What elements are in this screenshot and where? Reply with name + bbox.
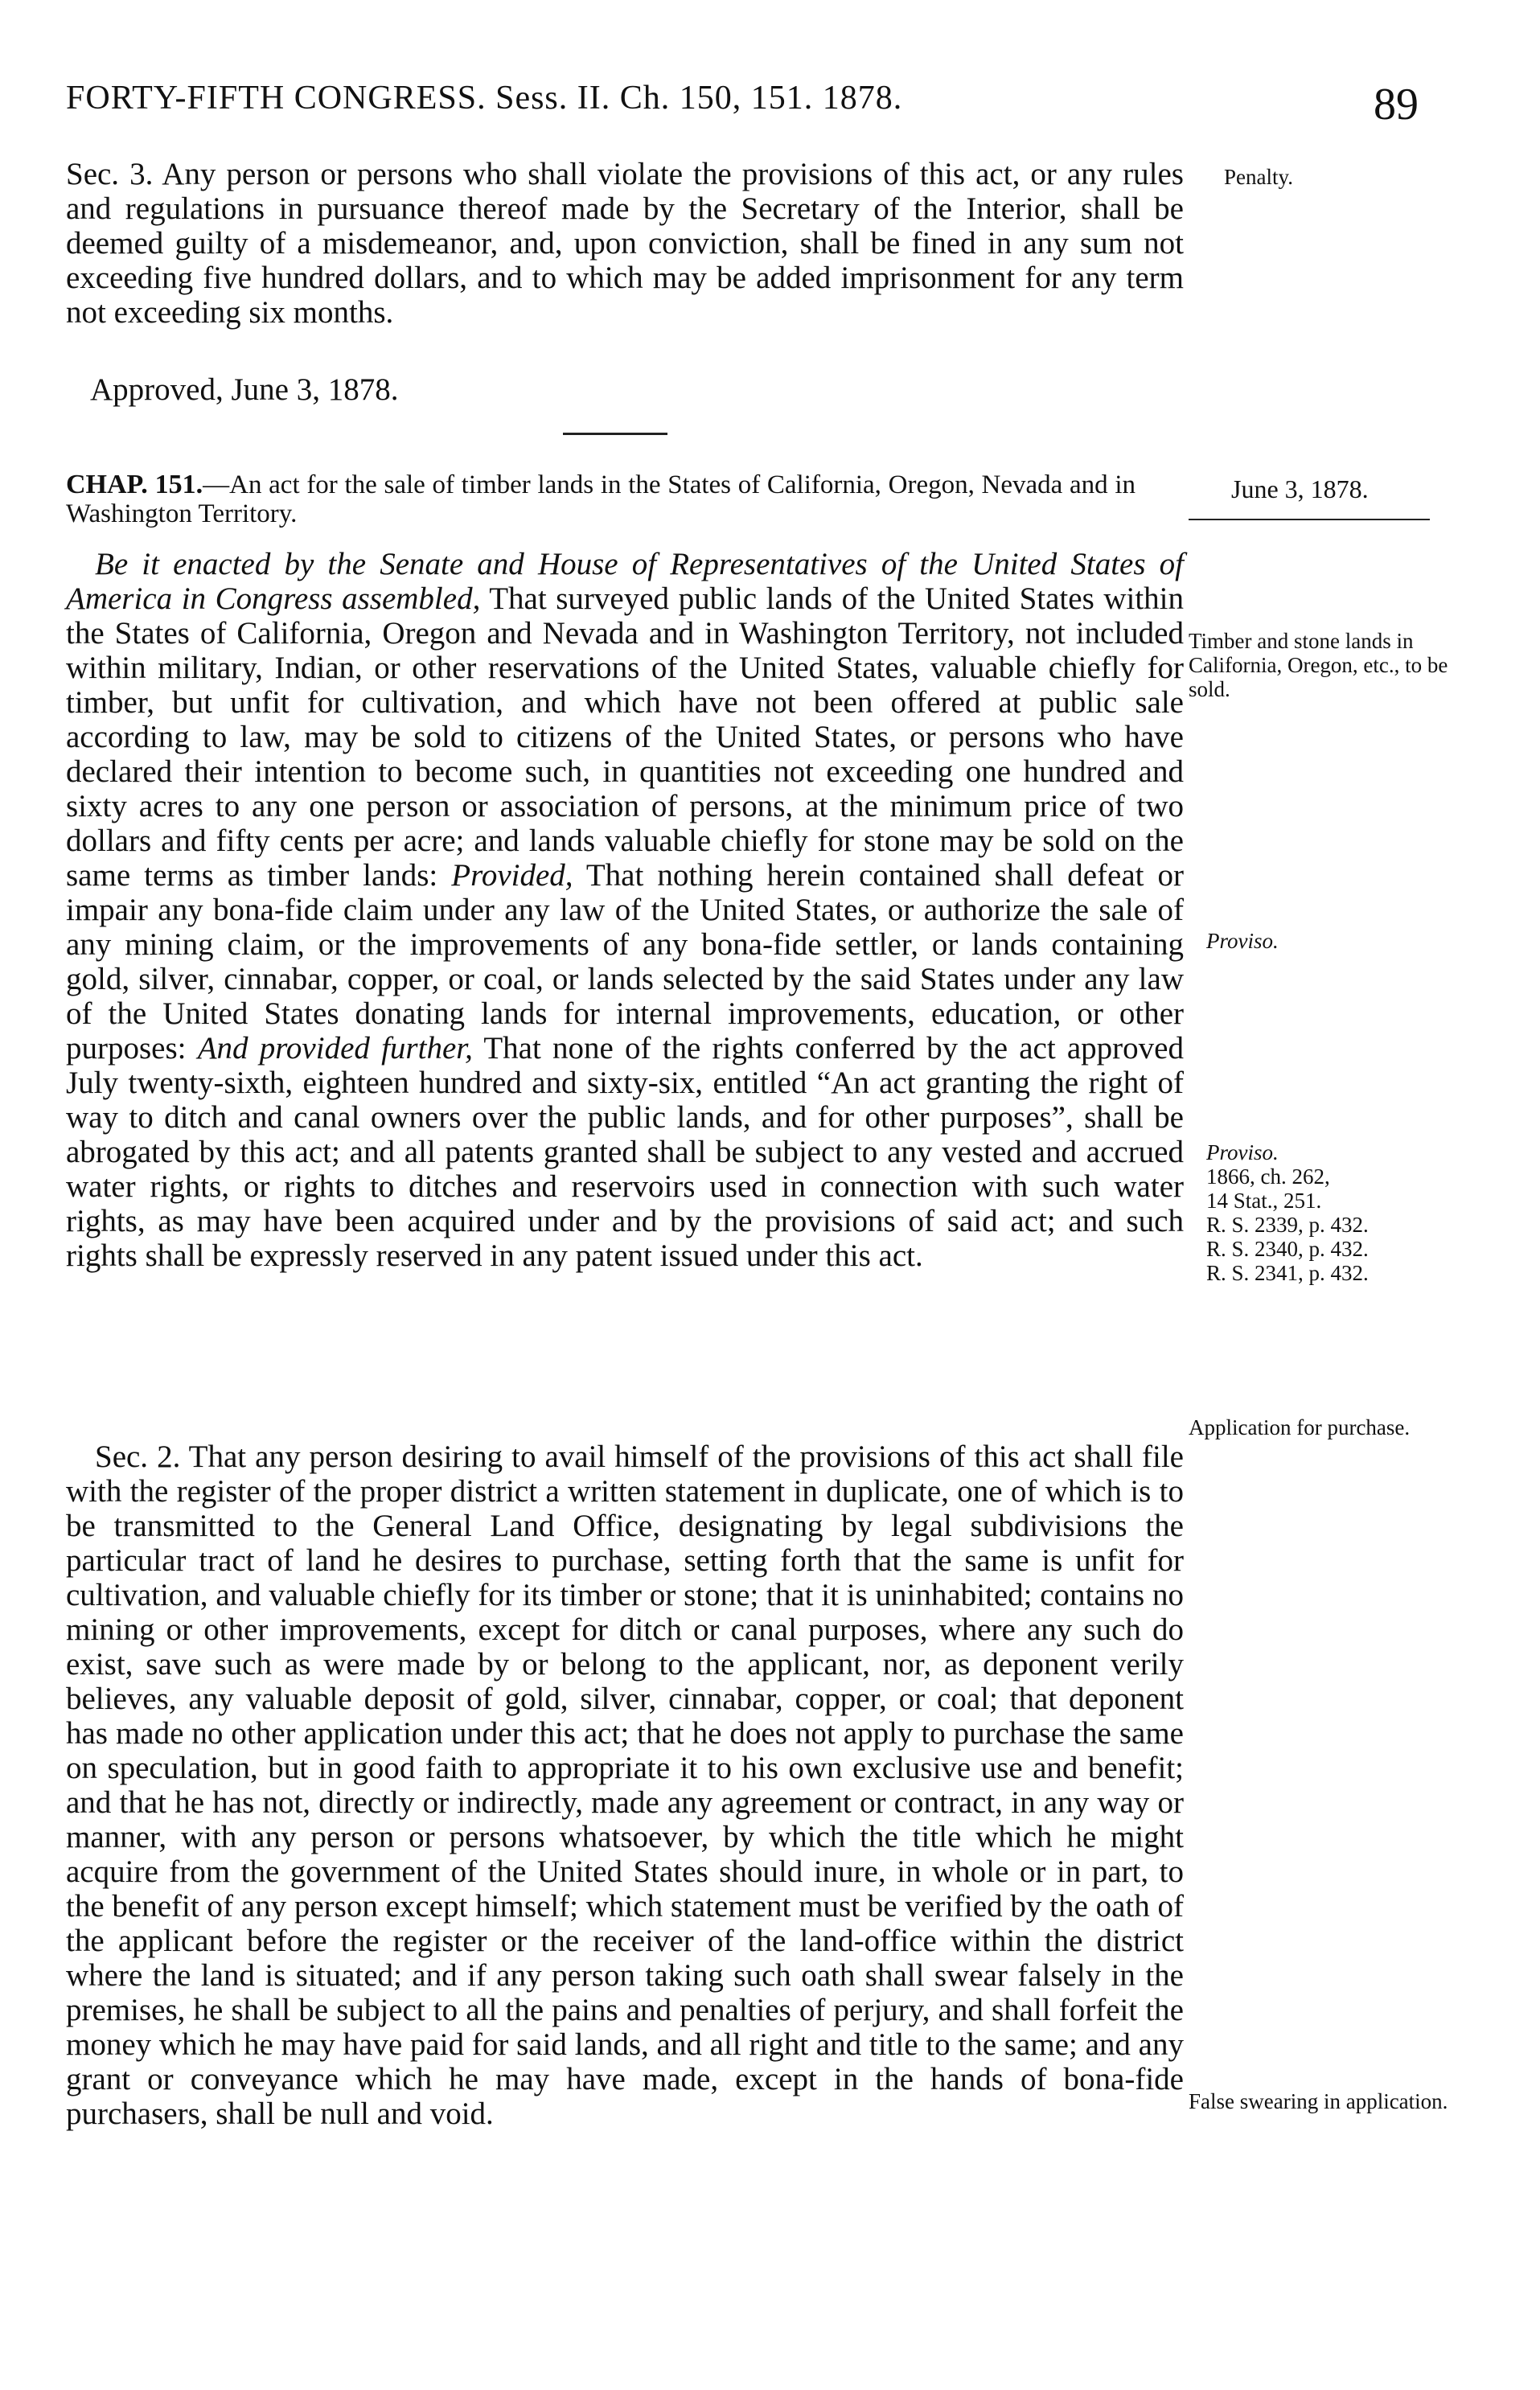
margin-note-penalty: Penalty. (1224, 165, 1293, 189)
section-1-text-a: That surveyed public lands of the United States within the States of California, Oregon and Nevada and in Washington Territory, not included within military, Indian, or other reservations of the United States, valuable chiefly for timber, but unfit for cultivation, and which have not been offered at public sale according to law, may be sold to citizens of the United States, or persons who have declared their intention to become such, in quantities not exceeding one hundred and sixty acres to any one person or association of persons, at the minimum price of two dollars and fifty cents per acre; and lands valuable chiefly for stone may be sold on the same terms as timber lands: (66, 581, 1184, 893)
section-divider (563, 433, 667, 435)
provided-word: Provided, (451, 858, 573, 893)
chapter-label: CHAP. 151. (66, 470, 203, 499)
section-3-paragraph: Sec. 3. Any person or persons who shall violate the provisions of this act, or any rules and regulations in pursuance thereof made by the Secretary of the Interior, shall be deemed guilty of a misdemeanor, and, upon conviction, shall be fined in any sum not exceeding five hundred dollars, and to which may be added imprisonment for any term not exceeding six months. (66, 157, 1184, 330)
chapter-date: June 3, 1878. (1231, 474, 1369, 503)
running-head: FORTY-FIFTH CONGRESS. Sess. II. Ch. 150, 151. 1878. (66, 80, 903, 117)
chapter-title: —An act for the sale of timber lands in the States of California, Oregon, Nevada and in Washington Territory. (66, 470, 1135, 528)
approval-line: Approved, June 3, 1878. (90, 372, 399, 407)
margin-note-proviso-2 (1206, 1140, 1369, 1285)
statute-ref: R. S. 2340, p. 432. (1206, 1237, 1369, 1261)
page-number: 89 (1374, 80, 1419, 129)
chapter-heading (66, 470, 1135, 528)
statute-ref: 14 Stat., 251. (1206, 1189, 1322, 1213)
section-1-text-c: That none of the rights conferred by the act approved July twenty-sixth, eighteen hundred and sixty-six, entitled “An act granting the right of way to ditch and canal owners over the public lands, and for other purposes”, shall be abrogated by this act; and all patents granted shall be subject to any vested and accrued water rights, or rights to ditches and reservoirs used in connection with such water rights, as may have been acquired under and by the provisions of said act; and such rights shall be expressly reserved in any patent issued under this act. (66, 1031, 1184, 1273)
statute-ref: 1866, ch. 262, (1206, 1164, 1330, 1189)
proviso-2-label: Proviso. (1206, 1140, 1279, 1164)
margin-note-proviso-1: Proviso. (1206, 929, 1279, 953)
section-2-paragraph: Sec. 2. That any person desiring to avail himself of the provisions of this act shall file with the register of the proper district a written statement in duplicate, one of which is to be transmitted to the General Land Office, designating by legal subdivisions the particular tract of land he desires to purchase, setting forth that the same is unfit for cultivation, and valuable chiefly for its timber or stone; that it is uninhabited; contains no mining or other improvements, except for ditch or canal purposes, where any such do exist, save such as were made by or belong to the applicant, nor, as deponent verily believes, any valuable deposit of gold, silver, cinnabar, copper, or coal; that deponent has made no other application under this act; that he does not apply to purchase the same on speculation, but in good faith to appropriate it to his own exclusive use and benefit; and that he has not, directly or indirectly, made any agreement or contract, in any way or manner, with any person or persons whatsoever, by which the title which he might acquire from the government of the United States should inure, in whole or in part, to the benefit of any person except himself; which statement must be verified by the oath of the applicant before the register or the receiver of the land-office within the district where the land is situated; and if any person taking such oath shall swear falsely in the premises, he shall be subject to all the pains and penalties of perjury, and shall forfeit the money which he may have paid for said lands, and all right and title to the same; and any grant or conveyance which he may have made, except in the hands of bona-fide purchasers, shall be null and void. (66, 1439, 1184, 2131)
section-1-text-b: That nothing herein contained shall defeat or impair any bona-fide claim under any law of the United States, or authorize the sale of any mining claim, or the improvements of any bona-fide settler, or lands containing gold, silver, cinnabar, copper, or coal, or lands selected by the said States under any law of the United States donating lands for internal improvements, education, or other purposes: (66, 858, 1184, 1066)
margin-note-timber-lands: Timber and stone lands in California, Oregon, etc., to be sold. (1189, 629, 1448, 701)
section-1-paragraph (66, 547, 1184, 1273)
enacting-clause: Be it enacted by the Senate and House of Representatives of the United States of America in Congress assembled, (66, 547, 1184, 616)
statute-ref: R. S. 2339, p. 432. (1206, 1213, 1369, 1237)
margin-note-application: Application for purchase. (1189, 1415, 1411, 1439)
chapter-date-rule (1189, 519, 1430, 520)
margin-note-false-swearing: False swearing in application. (1189, 2089, 1448, 2113)
provided-further-word: And provided further, (197, 1031, 473, 1066)
statute-ref: R. S. 2341, p. 432. (1206, 1261, 1369, 1285)
